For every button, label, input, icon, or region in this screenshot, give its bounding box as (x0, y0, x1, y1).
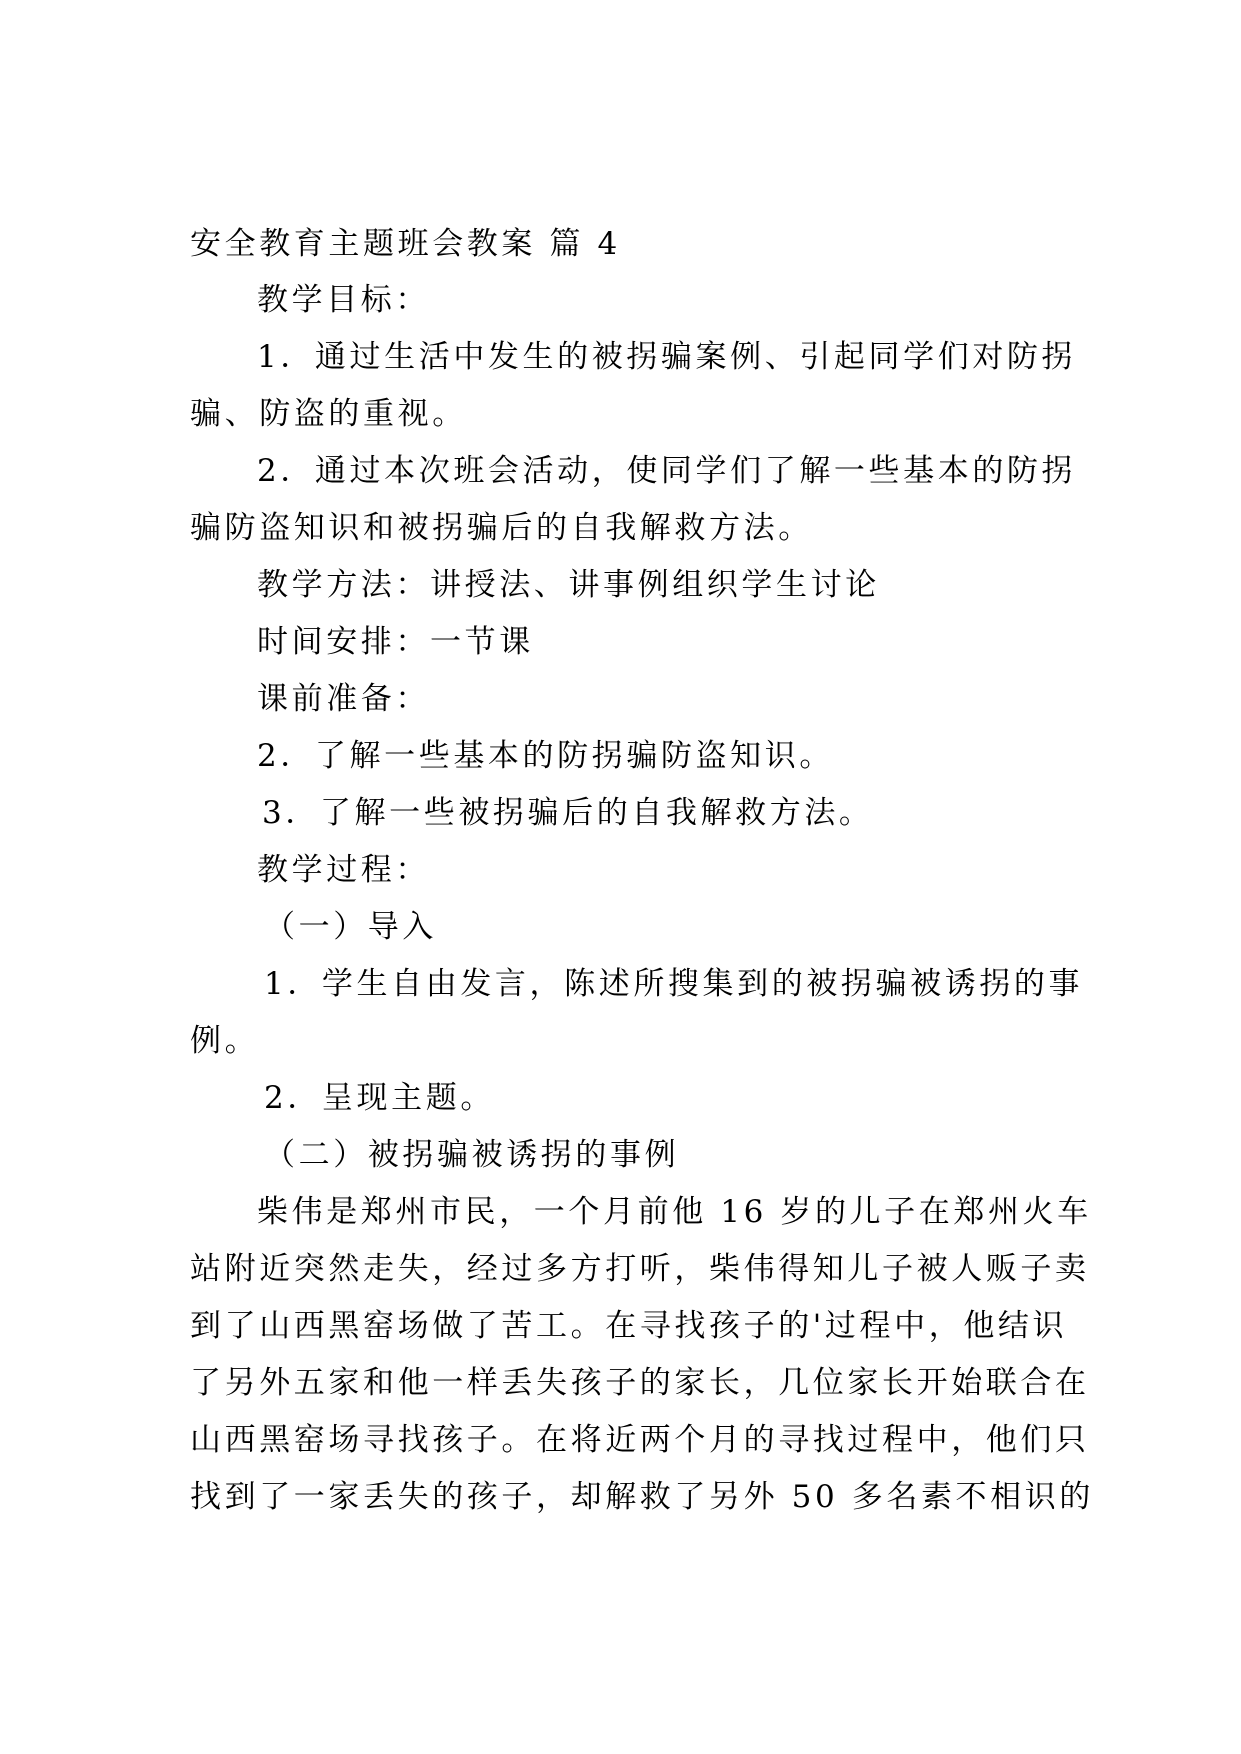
preparation-item-3: 3．了解一些被拐骗后的自我解救方法。 (262, 795, 874, 831)
section-2-heading: （二）被拐骗被诱拐的事例 (264, 1137, 680, 1173)
teaching-methods: 教学方法：讲授法、讲事例组织学生讨论 (257, 567, 880, 603)
preparation-heading: 课前准备： (257, 681, 430, 717)
section-1-heading: （一）导入 (264, 909, 437, 945)
case-line: 了另外五家和他一样丢失孩子的家长，几位家长开始联合在 (190, 1365, 1090, 1401)
objective-1-line-2: 骗、防盗的重视。 (190, 396, 467, 432)
case-line: 到了山西黑窑场做了苦工。在寻找孩子的'过程中，他结识 (190, 1308, 1068, 1344)
preparation-item-2: 2．了解一些基本的防拐骗防盗知识。 (257, 738, 834, 774)
document-title: 安全教育主题班会教案 篇 4 (190, 226, 621, 262)
time-arrangement: 时间安排：一节课 (257, 624, 534, 660)
case-line: 找到了一家丢失的孩子，却解救了另外 50 多名素不相识的 (190, 1479, 1094, 1515)
process-heading: 教学过程： (257, 852, 430, 888)
case-line: 山西黑窑场寻找孩子。在将近两个月的寻找过程中，他们只 (190, 1422, 1090, 1458)
step-2: 2．呈现主题。 (264, 1080, 495, 1116)
step-1-line-2: 例。 (190, 1023, 260, 1059)
step-1-line-1: 1．学生自由发言，陈述所搜集到的被拐骗被诱拐的事 (264, 966, 1084, 1002)
objectives-heading: 教学目标： (257, 282, 430, 318)
case-line: 站附近突然走失，经过多方打听，柴伟得知儿子被人贩子卖 (190, 1251, 1090, 1287)
objective-1-line-1: 1．通过生活中发生的被拐骗案例、引起同学们对防拐 (257, 339, 1077, 375)
objective-2-line-1: 2．通过本次班会活动，使同学们了解一些基本的防拐 (257, 453, 1077, 489)
case-line: 柴伟是郑州市民，一个月前他 16 岁的儿子在郑州火车 (257, 1194, 1092, 1230)
objective-2-line-2: 骗防盗知识和被拐骗后的自我解救方法。 (190, 510, 813, 546)
